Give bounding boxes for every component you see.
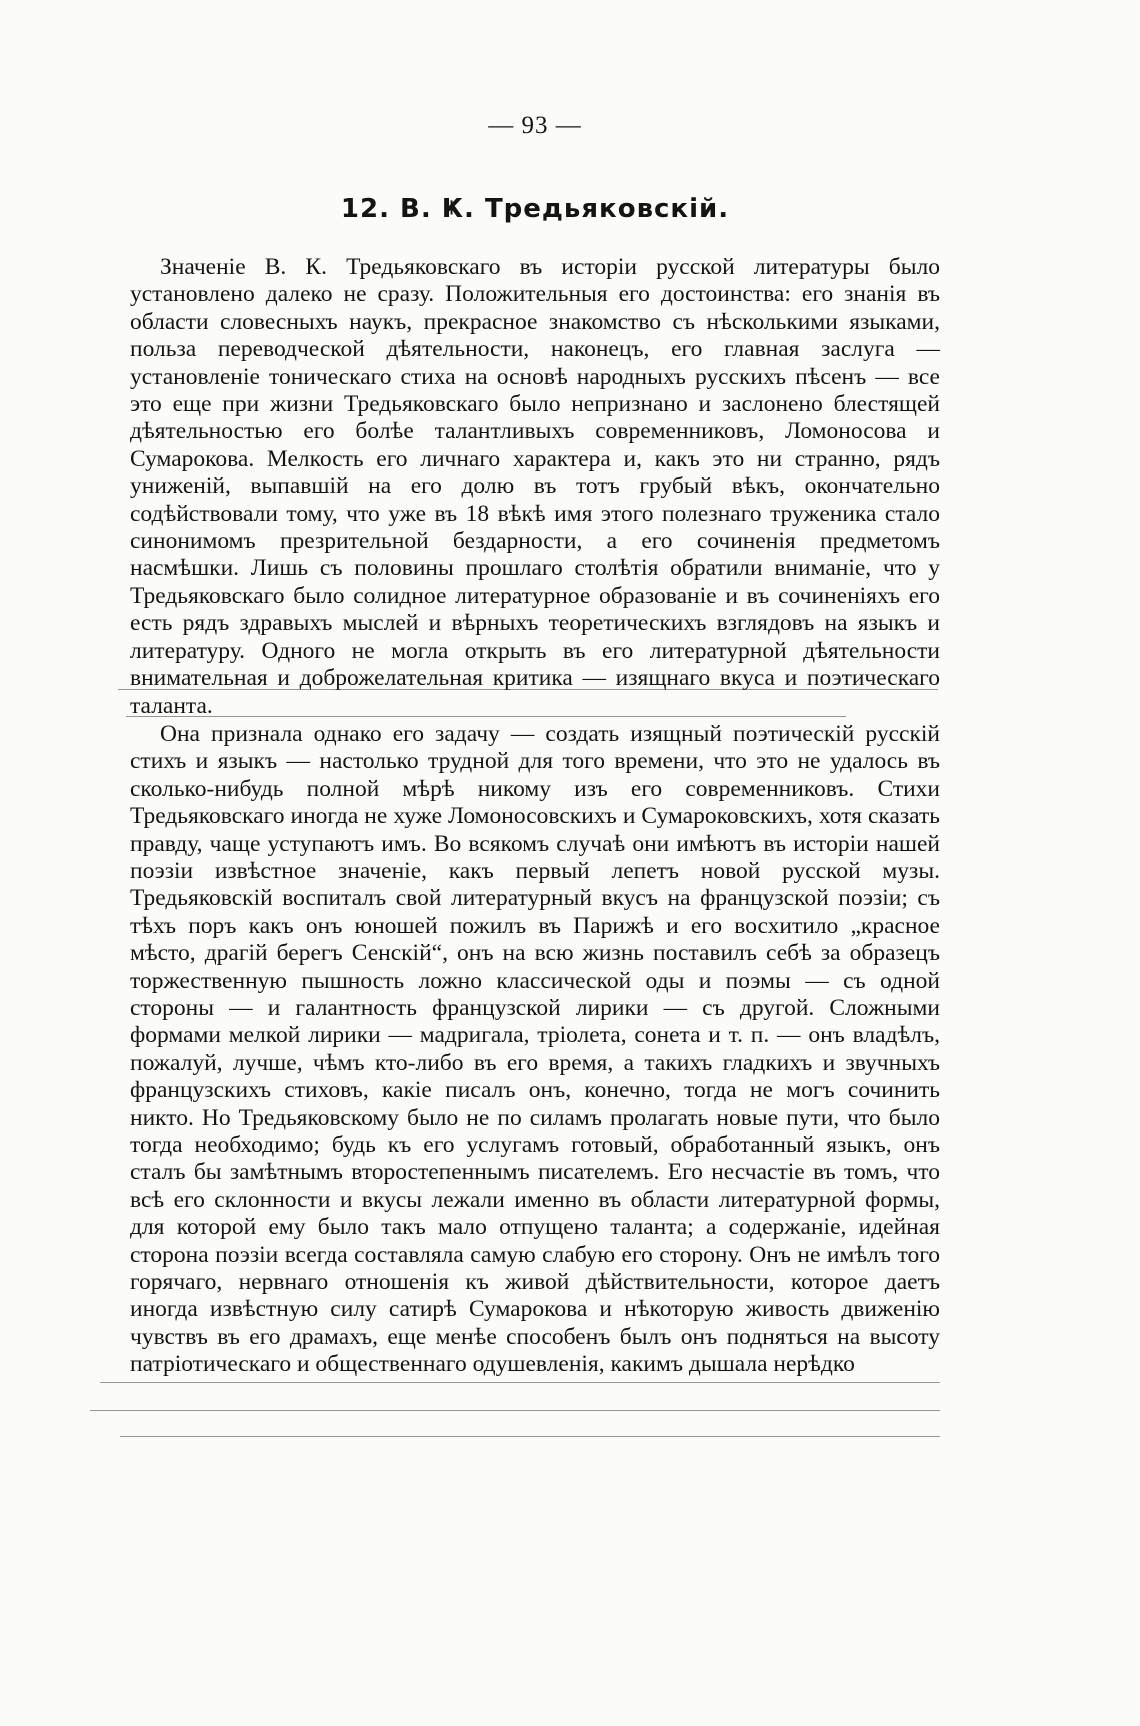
pencil-underline — [90, 1410, 940, 1411]
chapter-title: 12. В. Ҝ. Тредьяковскій. — [340, 194, 730, 224]
pencil-underline — [118, 689, 938, 690]
body-text — [130, 254, 940, 1379]
paragraph: Значеніе В. К. Тредьяковскаго въ исторіи русской литературы было установлено далеко не сразу. Положительныя его достоинства: его знанія въ области словесныхъ наукъ, прекрасное знакомство съ нѣсколькими языками, польза переводческой дѣятельности, наконецъ, его главная заслуга — установленіе тоническаго стиха на основѣ народныхъ русскихъ пѣсенъ — все это еще при жизни Тредьяковскаго было непризнано и заслонено блестящей дѣятельностью его болѣе талантливыхъ современниковъ, Ломоносова и Сумарокова. Мелкость его личнаго характера и, какъ это ни странно, рядъ униженій, выпавшій на его долю въ тотъ грубый вѣкъ, окончательно содѣйствовали тому, что уже въ 18 вѣкѣ имя этого полезнаго труженика стало синонимомъ презрительной бездарности, а его сочиненія предметомъ насмѣшки. Лишь съ половины прошлаго столѣтія обратили вниманіе, что у Тредьяковскаго было солидное литературное образованіе и въ сочиненіяхъ его есть рядъ здравыхъ мыслей и вѣрныхъ теоретическихъ взглядовъ на языкъ и литературу. Одного не могла открыть въ его литературной дѣятельности внимательная и доброжелательная критика — изящнаго вкуса и поэтическаго таланта. — [130, 254, 940, 719]
page-number: — 93 — — [488, 112, 582, 139]
pencil-underline — [120, 1436, 940, 1437]
pencil-underline — [100, 1382, 940, 1383]
pencil-underline — [126, 716, 846, 717]
paragraph: Она признала однако его задачу — создать изящный поэтическій русскій стихъ и языкъ — настолько трудной для того времени, что это не удалось въ сколько-нибудь полной мѣрѣ никому изъ его современниковъ. Стихи Тредьяковскаго иногда не хуже Ломоносовскихъ и Сумароковскихъ, хотя сказать правду, чаще уступаютъ имъ. Во всякомъ случаѣ они имѣютъ въ исторіи нашей поэзіи извѣстное значеніе, какъ первый лепетъ новой русской музы. Тредьяковскій воспиталъ свой литературный вкусъ на французской поэзіи; съ тѣхъ поръ какъ онъ юношей пожилъ въ Парижѣ и его восхитило „красное мѣсто, драгій берегъ Сенскій“, онъ на всю жизнь поставилъ себѣ за образецъ торжественную пышность ложно классической оды и поэмы — съ одной стороны — и галантность французской лирики — съ другой. Сложными формами мелкой лирики — мадригала, тріолета, сонета и т. п. — онъ владѣлъ, пожалуй, лучше, чѣмъ кто-либо въ его время, а такихъ гладкихъ и звучныхъ французскихъ стиховъ, какіе писалъ онъ, конечно, тогда не могъ сочинить никто. Но Тредьяковскому было не по силамъ пролагать новые пути, что было тогда необходимо; будь къ его услугамъ готовый, обработанный языкъ, онъ сталъ бы замѣтнымъ второстепеннымъ писателемъ. Его несчастіе въ томъ, что всѣ его склонности и вкусы лежали именно въ области литературной формы, для которой ему было такъ мало отпущено таланта; а содержаніе, идейная сторона поэзіи всегда составляла самую слабую его сторону. Онъ не имѣлъ того горячаго, нервнаго отношенія къ живой дѣйствительности, которое даетъ иногда извѣстную силу сатирѣ Сумарокова и нѣкоторую живость движенію чувствъ въ его драмахъ, еще менѣе способенъ былъ онъ подняться на высоту патріотическаго и общественнаго одушевленія, какимъ дышала нерѣдко — [130, 720, 940, 1378]
